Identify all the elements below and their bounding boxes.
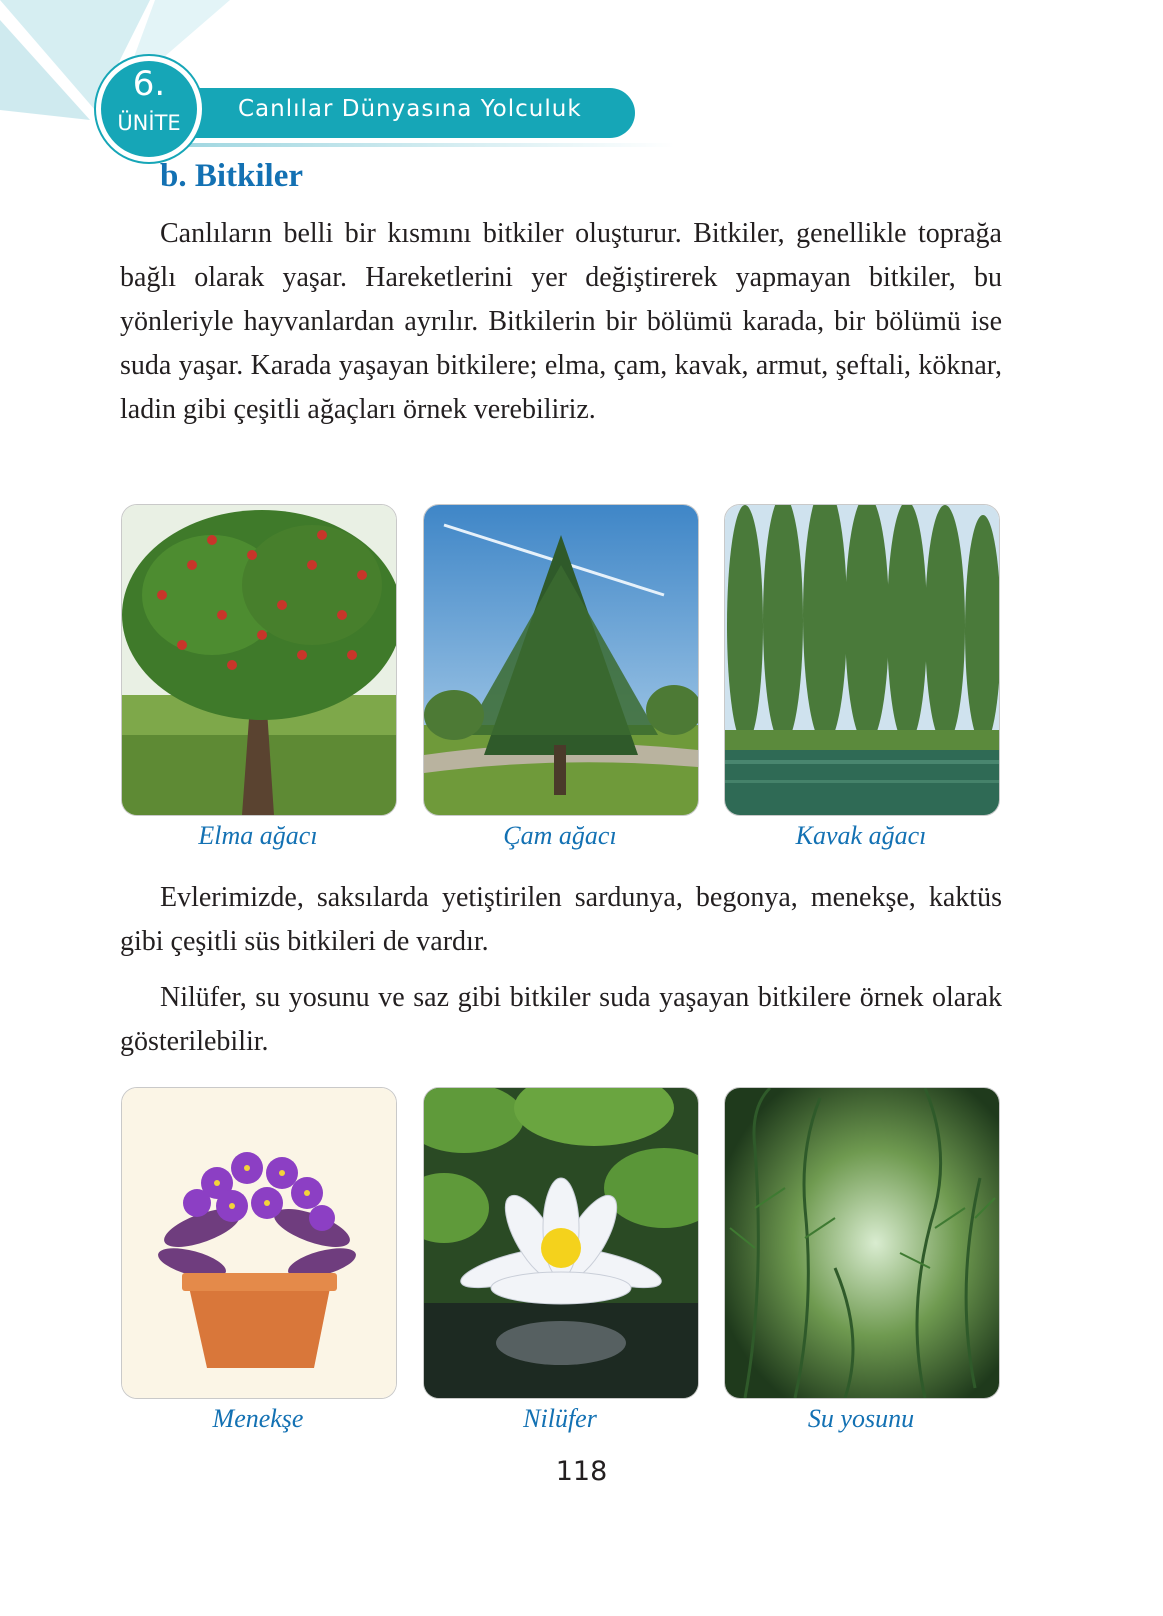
caption-apple-tree: Elma ağacı <box>198 821 318 850</box>
caption-seaweed: Su yosunu <box>807 1404 915 1433</box>
seaweed-photo <box>724 1087 1000 1399</box>
violet-photo <box>121 1087 397 1399</box>
paragraph-aquatic: Nilüfer, su yosunu ve saz gibi bitkiler suda yaşayan bitkilere örnek olarak gösterilebilir. <box>120 982 1002 1057</box>
unit-label: ÜNİTE <box>117 111 181 135</box>
unit-title: Canlılar Dünyasına Yolculuk <box>238 96 582 122</box>
unit-number: 6. <box>132 64 166 104</box>
section-heading: b. Bitkiler <box>160 158 304 194</box>
paragraph-ornamental: Evlerimizde, saksılarda yetiştirilen sardunya, begonya, menekşe, kaktüs gibi çeşitli süs bitkileri de vardır. <box>120 882 1002 957</box>
caption-water-lily: Nilüfer <box>523 1404 597 1433</box>
paragraph-intro: Canlıların belli bir kısmını bitkiler oluşturur. Bitkiler, genellikle toprağa bağlı olarak yaşar. Hareketlerini yer değiştirerek yapmayan bitkiler, bu yönleriyle hayvanlardan ayrılır. Bitkilerin bir bölümü karada, bir bölümü ise suda yaşar. Karada yaşayan bitkilere; elma, çam, kavak, armut, şeftali, köknar, ladin gibi çeşitli ağaçları örnek verebiliriz. <box>120 218 1002 425</box>
water-lily-photo <box>423 1087 699 1399</box>
unit-badge <box>96 56 202 162</box>
poplar-trees-photo <box>724 504 1000 816</box>
header-underline <box>175 143 675 147</box>
caption-poplar-tree: Kavak ağacı <box>795 821 927 850</box>
page-number: 118 <box>555 1456 608 1487</box>
apple-tree-photo <box>121 504 397 816</box>
pine-tree-photo <box>423 504 699 816</box>
caption-violet: Menekşe <box>212 1404 304 1433</box>
caption-pine-tree: Çam ağacı <box>503 821 617 850</box>
